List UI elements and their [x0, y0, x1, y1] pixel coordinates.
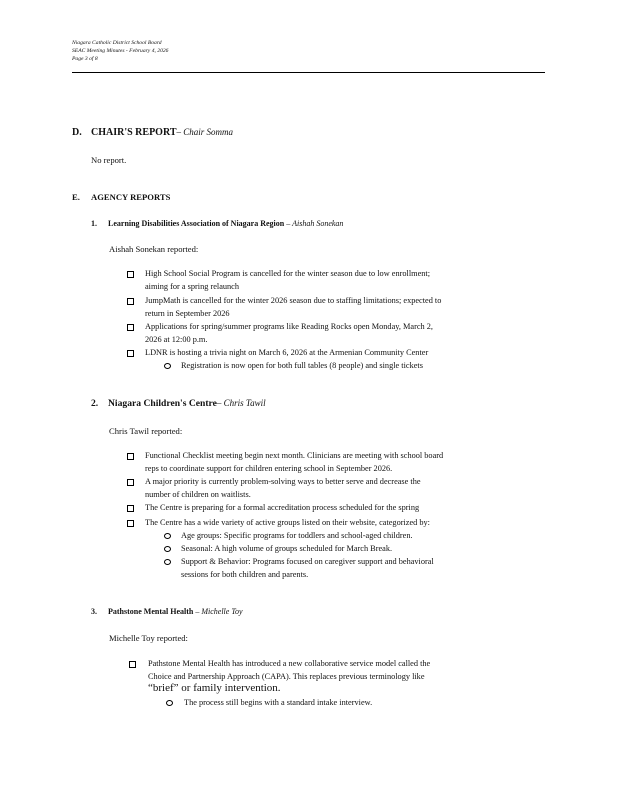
agency-1-sub-bullet: Registration is now open for both full tables (8 people) and single tickets [181, 361, 423, 370]
agency-2-sub-bullet: Support & Behavior: Programs focused on caregiver support and behavioral sessions for both children and parents. [181, 557, 434, 579]
agency-2-bullet: Functional Checklist meeting begin next month. Clinicians are meeting with school board reps to coordinate support for children entering school in September 2026. [145, 451, 444, 473]
sub-bullet-circle-icon [166, 700, 173, 706]
agency-1-representative: – Aishah Sonekan [286, 219, 344, 228]
agency-2-heading [108, 398, 266, 409]
agency-2-sub-bullet: Seasonal: A high volume of groups scheduled for March Break. [181, 544, 393, 553]
agency-2-representative: – Chris Tawil [216, 398, 266, 408]
agency-1-bullet: Applications for spring/summer programs like Reading Rocks open Monday, March 2, 2026 at 12:00 p.m. [145, 322, 433, 344]
sub-bullet-circle-icon [164, 559, 171, 565]
section-d-letter: D. [72, 127, 82, 138]
agency-1-bullet: High School Social Program is cancelled for the winter season due to low enrollment; aiming for a spring relaunch [145, 269, 431, 291]
section-e-letter: E. [72, 192, 80, 202]
bullet-box-icon [127, 271, 134, 278]
agency-1-reported: Aishah Sonekan reported: [109, 244, 199, 254]
agency-2-bullet: The Centre has a wide variety of active groups listed on their website, categorized by: [145, 518, 430, 527]
section-d-title: CHAIR'S REPORT [91, 127, 177, 138]
agency-1-heading [108, 219, 343, 228]
sub-bullet-circle-icon [164, 546, 171, 552]
bullet-box-icon [127, 520, 134, 527]
header-board-name: Niagara Catholic District School Board [72, 40, 162, 46]
bullet-box-icon [127, 298, 134, 305]
bullet-box-icon [127, 350, 134, 357]
agency-1-bullet: JumpMath is cancelled for the winter 2026 season due to staffing limitations; expected to return in September 2026 [145, 296, 442, 318]
agency-1-bullet: LDNR is hosting a trivia night on March 6, 2026 at the Armenian Community Center [145, 348, 429, 357]
agency-3-bullet: Pathstone Mental Health has introduced a new collaborative service model called the Choice and Partnership Approach (CAPA). This replaces previous terminology like “brief” or family intervention. [148, 659, 431, 695]
section-d-role: – Chair Somma [176, 127, 234, 137]
agency-3-heading [108, 607, 243, 616]
agency-2-title: Niagara Children's Centre [108, 398, 217, 409]
bullet-box-icon [127, 505, 134, 512]
section-d-body: No report. [91, 155, 127, 165]
header-page-number: Page 3 of 8 [72, 56, 98, 62]
bullet-box-icon [127, 324, 134, 331]
agency-1-number: 1. [91, 219, 97, 228]
agency-3-number: 3. [91, 607, 97, 616]
bullet-box-icon [129, 661, 136, 668]
sub-bullet-circle-icon [164, 533, 171, 539]
agency-3-title: Pathstone Mental Health [108, 607, 194, 616]
sub-bullet-circle-icon [164, 363, 171, 369]
agency-2-bullet: The Centre is preparing for a formal accreditation process scheduled for the spring [145, 503, 420, 512]
page-header [72, 39, 168, 63]
agency-2-bullet: A major priority is currently problem-solving ways to better serve and decrease the number of children on waitlists. [145, 477, 421, 499]
header-meeting-title: SEAC Meeting Minutes - February 4, 2026 [72, 48, 169, 54]
agency-2-number: 2. [91, 398, 99, 409]
agency-2-reported: Chris Tawil reported: [109, 426, 183, 436]
agency-3-representative: – Michelle Toy [195, 607, 243, 616]
agency-1-title: Learning Disabilities Association of Niagara Region [108, 219, 285, 228]
section-e-title: AGENCY REPORTS [91, 192, 171, 202]
agency-3-sub-bullet: The process still begins with a standard intake interview. [184, 698, 373, 707]
agency-3-reported: Michelle Toy reported: [109, 633, 188, 643]
bullet-box-icon [127, 453, 134, 460]
header-rule [72, 72, 545, 73]
agency-2-sub-bullet: Age groups: Specific programs for toddlers and school-aged children. [181, 531, 413, 540]
section-d-heading [91, 127, 233, 138]
bullet-box-icon [127, 479, 134, 486]
